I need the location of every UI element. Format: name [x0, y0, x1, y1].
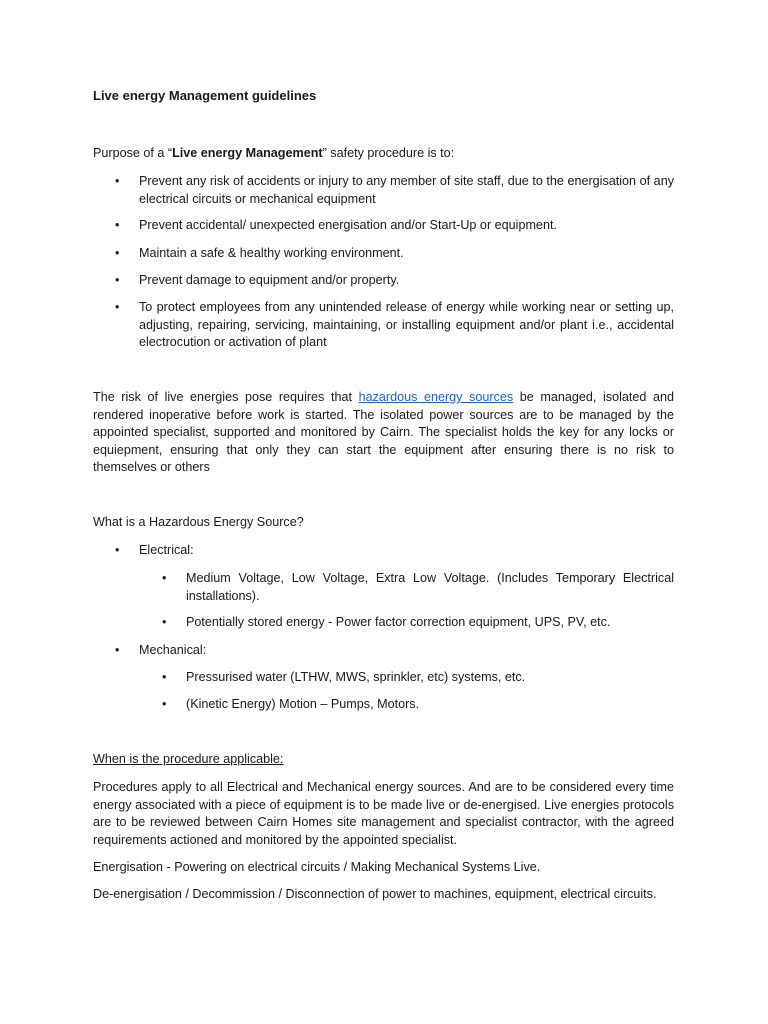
electrical-item-1: Medium Voltage, Low Voltage, Extra Low Voltage. (Includes Temporary Electrical installations).: [186, 571, 674, 603]
risk-prefix: The risk of live energies pose requires that: [93, 390, 359, 404]
hazard-heading: What is a Hazardous Energy Source?: [93, 515, 304, 529]
purpose-bold-term: Live energy Management: [172, 146, 323, 160]
mechanical-item-2: (Kinetic Energy) Motion – Pumps, Motors.: [186, 697, 420, 711]
bullet-marker: •: [162, 615, 167, 629]
bullet-marker: •: [115, 643, 120, 657]
document-title: Live energy Management guidelines: [93, 88, 317, 103]
purpose-bullet-5: To protect employees from any unintended release of energy while working near or setting up, adjusting, repairing, servicing, maintaining, or installing equipment and/or plant i.e., accidental electrocution or activation of plant: [139, 300, 674, 349]
bullet-marker: •: [115, 543, 120, 557]
purpose-intro: [93, 145, 674, 163]
electrical-item-2: Potentially stored energy - Power factor correction equipment, UPS, PV, etc.: [186, 615, 611, 629]
purpose-prefix: Purpose of a “: [93, 146, 173, 160]
purpose-bullet-4: Prevent damage to equipment and/or property.: [139, 273, 400, 287]
bullet-marker: •: [115, 273, 120, 287]
risk-paragraph: [93, 389, 674, 477]
risk-suffix: be managed, isolated and rendered inoperative before work is started. The isolated power sources are to be managed by the appointed specialist, supported and monitored by Cairn. The specialist holds the key for any locks or equiepment, ensuring that only they can start the equipment after ensuring there is no risk to themselves or others: [93, 390, 674, 474]
bullet-marker: •: [162, 697, 167, 711]
electrical-label: Electrical:: [139, 543, 194, 557]
bullet-marker: •: [115, 174, 120, 188]
energisation-definition: Energisation - Powering on electrical circuits / Making Mechanical Systems Live.: [93, 860, 541, 874]
hazardous-energy-sources-link[interactable]: hazardous energy sources: [358, 390, 514, 404]
bullet-marker: •: [162, 670, 167, 684]
purpose-bullet-3: Maintain a safe & healthy working environment.: [139, 246, 404, 260]
purpose-bullet-1: Prevent any risk of accidents or injury to any member of site staff, due to the energisation of any electrical circuits or mechanical equipment: [139, 174, 674, 206]
bullet-marker: •: [162, 571, 167, 585]
bullet-marker: •: [115, 246, 120, 260]
bullet-marker: •: [115, 300, 120, 314]
purpose-bullet-2: Prevent accidental/ unexpected energisation and/or Start-Up or equipment.: [139, 218, 557, 232]
applicable-heading: When is the procedure applicable:: [93, 752, 284, 766]
applicable-paragraph: Procedures apply to all Electrical and Mechanical energy sources. And are to be considered every time energy associated with a piece of equipment is to be made live or de-energised. Live energies protocols are to be reviewed between Cairn Homes site management and specialist contractor, with the agreed requirements actioned and monitored by the appointed specialist.: [93, 780, 674, 847]
bullet-marker: •: [115, 218, 120, 232]
mechanical-item-1: Pressurised water (LTHW, MWS, sprinkler, etc) systems, etc.: [186, 670, 526, 684]
deenergisation-definition: De-energisation / Decommission / Disconnection of power to machines, equipment, electrical circuits.: [93, 887, 657, 901]
purpose-suffix: ” safety procedure is to:: [322, 146, 455, 160]
mechanical-label: Mechanical:: [139, 643, 207, 657]
